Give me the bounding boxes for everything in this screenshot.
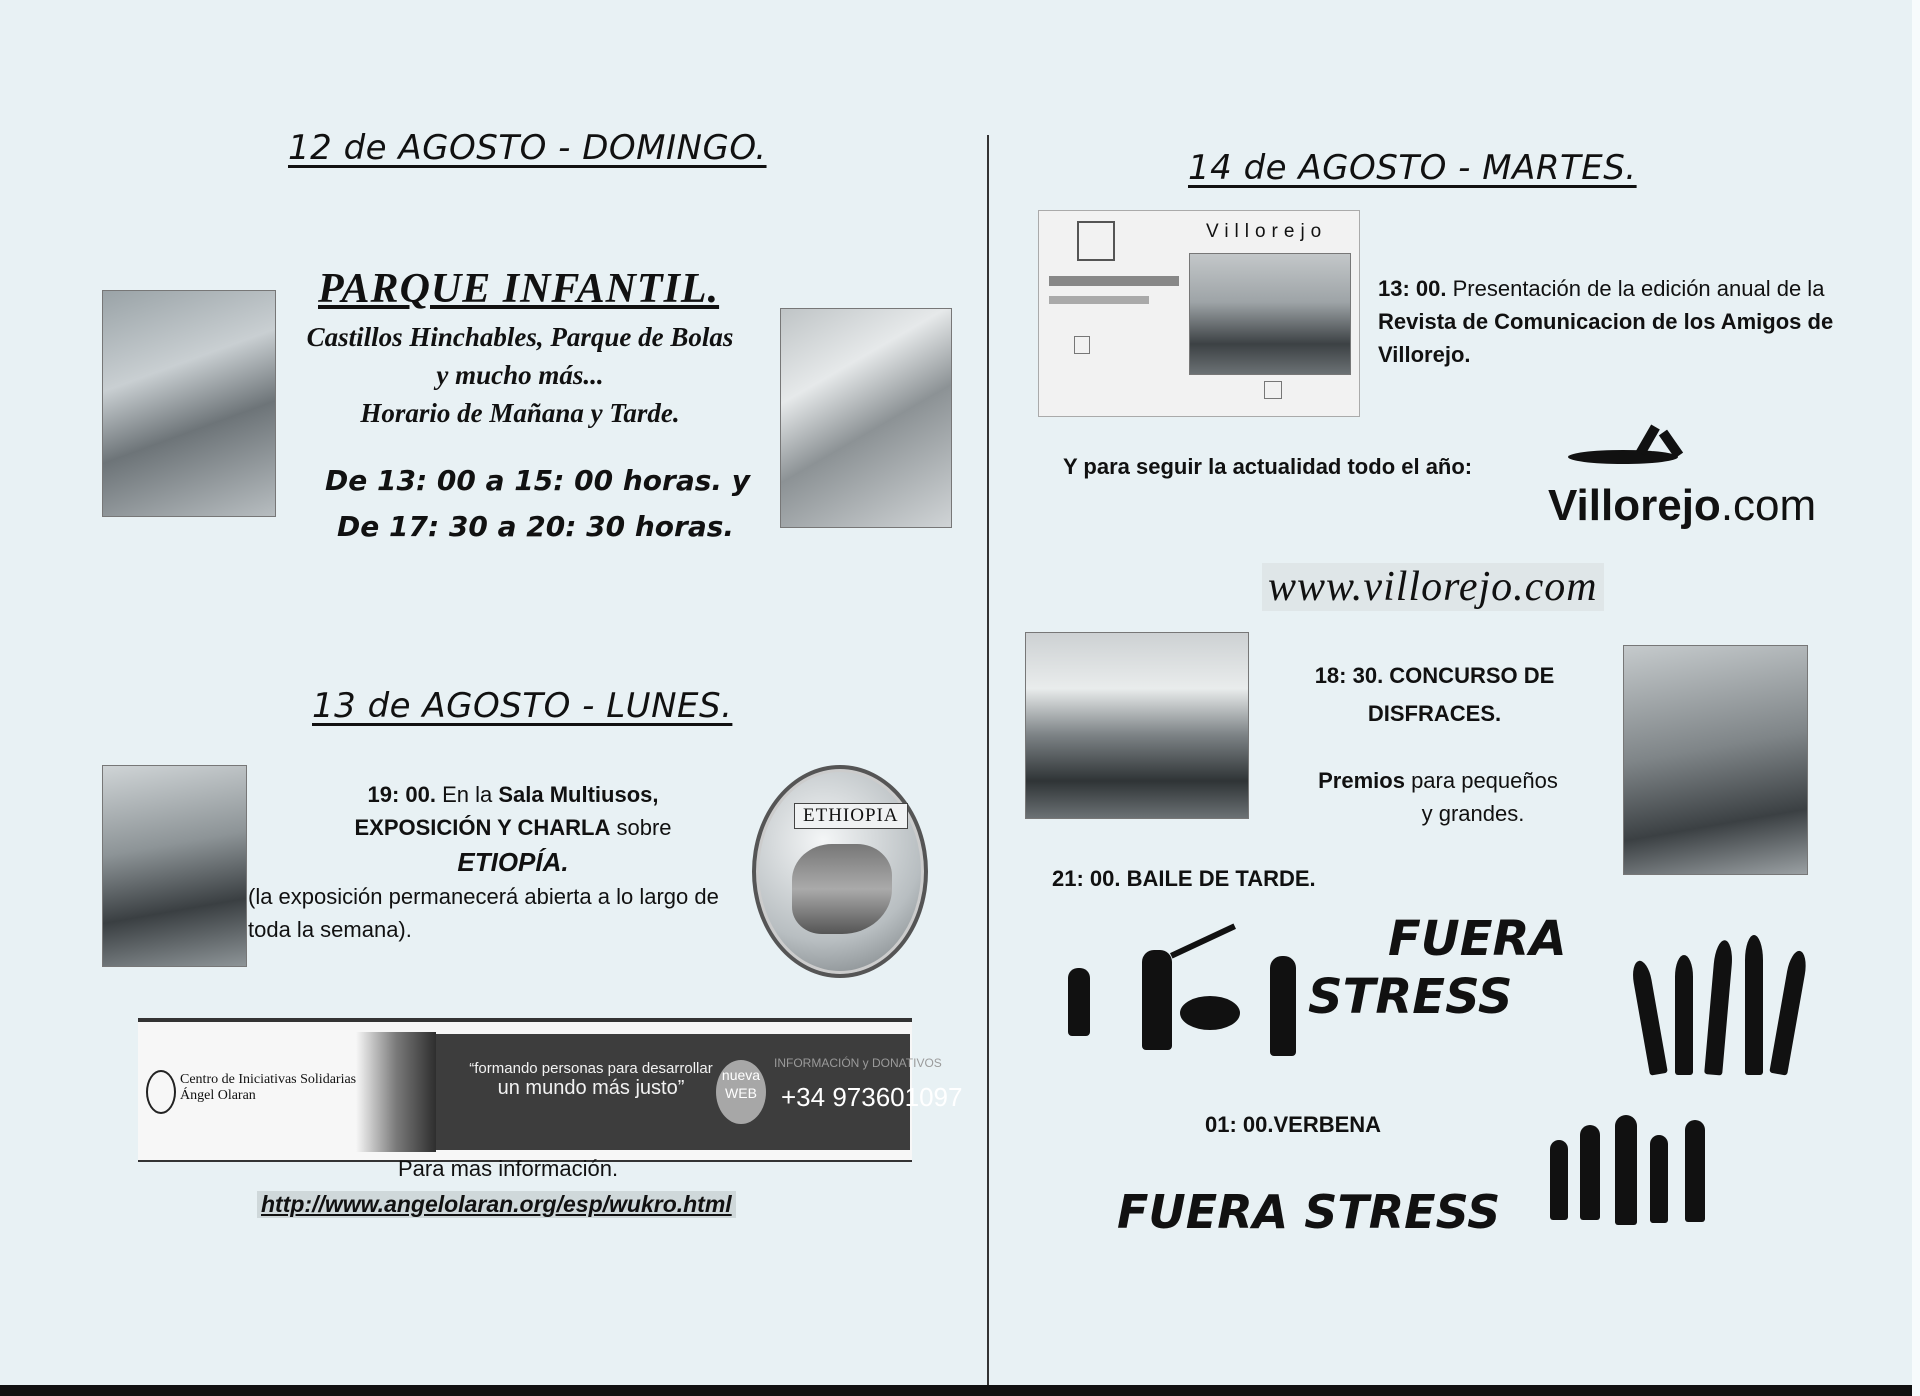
band-silhouette-icon	[1060, 928, 1310, 1058]
page-fold-divider	[987, 135, 989, 1395]
magazine-text-block	[1049, 296, 1149, 304]
microphone-shape	[1769, 949, 1808, 1075]
presentation-time: 13: 00.	[1378, 276, 1447, 301]
photo-children-playing	[102, 290, 276, 517]
exposicion-line-2	[248, 811, 738, 844]
event-description-parque	[275, 318, 765, 432]
band-name-block	[1308, 910, 1567, 1026]
dancer-figure	[1615, 1115, 1637, 1225]
exposicion-event: EXPOSICIÓN Y CHARLA	[354, 815, 611, 840]
banner-new-web-badge	[716, 1060, 766, 1124]
verbena-text: 01: 00.VERBENA	[1205, 1112, 1382, 1137]
event-title-parque-infantil: PARQUE INFANTIL.	[318, 266, 720, 312]
photo-costume-contest	[1025, 632, 1249, 819]
banner-info-label: INFORMACIÓN y DONATIVOS	[774, 1056, 942, 1070]
municipal-crest-icon	[1077, 221, 1115, 261]
photo-ethiopian-children	[102, 765, 247, 967]
badge-line-2: WEB	[725, 1085, 757, 1101]
contest-text	[1257, 657, 1612, 733]
saxophonist-figure	[1270, 956, 1296, 1056]
photo-bouncy-castle	[780, 308, 952, 528]
logo-suffix: .com	[1720, 481, 1817, 530]
banner-dark-panel	[436, 1034, 963, 1150]
exposicion-line-1	[248, 778, 738, 811]
dancer-figure	[1650, 1135, 1668, 1223]
villorejo-website[interactable]: www.villorejo.com	[1262, 563, 1604, 611]
contest-line-2: DISFRACES.	[1367, 701, 1502, 726]
event-hours-parque	[325, 458, 750, 550]
day-heading-12-agosto: 12 de AGOSTO - DOMINGO.	[288, 128, 767, 168]
logo-main: Villorejo	[1548, 481, 1721, 530]
presentation-text	[1370, 272, 1850, 371]
exposicion-place: Sala Multiusos,	[498, 782, 659, 807]
scan-bottom-edge	[0, 1385, 1920, 1396]
contest-line-1: 18: 30. CONCURSO DE	[1314, 663, 1555, 688]
prizes-line-2: y grandes.	[1421, 801, 1525, 826]
trumpet-shape	[1170, 923, 1236, 958]
description-line: Horario de Mañana y Tarde.	[360, 398, 680, 428]
banner-org-line-2: Ángel Olaran	[180, 1088, 256, 1103]
band-name-full: FUERA STRESS	[1117, 1185, 1501, 1239]
dancer-figure	[1550, 1140, 1568, 1220]
scan-right-edge	[1912, 0, 1920, 1396]
badge-line-1: nueva	[721, 1067, 761, 1083]
angelolaran-link[interactable]: http://www.angelolaran.org/esp/wukro.html	[257, 1191, 736, 1218]
description-line: y mucho más...	[436, 360, 604, 390]
ethiopia-map-icon	[792, 844, 892, 934]
dancer-figure	[1580, 1125, 1600, 1220]
banner-org-line-1: Centro de Iniciativas Solidarias	[180, 1072, 357, 1087]
band-name-line-1: FUERA	[1388, 911, 1567, 967]
dance-text: 21: 00. BAILE DE TARDE.	[1052, 866, 1316, 891]
banner-quote-line-1: “formando personas para desarrollar	[469, 1060, 713, 1077]
bird-body	[1568, 450, 1678, 464]
magazine-small-crest-icon	[1264, 381, 1282, 399]
day-heading-14-agosto: 14 de AGOSTO - MARTES.	[1188, 148, 1637, 188]
description-line: Castillos Hinchables, Parque de Bolas	[306, 322, 734, 352]
event-exposicion-text	[248, 778, 738, 946]
prizes-text	[1288, 764, 1588, 830]
day-heading-13-agosto: 13 de AGOSTO - LUNES.	[312, 686, 733, 726]
microphone-shape	[1630, 959, 1668, 1075]
magazine-cover	[1038, 210, 1360, 417]
microphone-shape	[1675, 955, 1693, 1075]
banner-org-name	[180, 1072, 356, 1104]
hours-line: De 13: 00 a 15: 00 horas. y	[325, 464, 751, 497]
singer-figure	[1142, 950, 1172, 1050]
magazine-text-block	[1049, 276, 1179, 286]
prizes-rest: para pequeños	[1404, 768, 1558, 793]
dancer-figure	[1685, 1120, 1705, 1222]
junta-crest-icon	[1074, 336, 1090, 354]
band-name-line-2: STRESS	[1308, 969, 1513, 1025]
banner-quote-line-2: un mundo más justo”	[497, 1077, 685, 1099]
emblem-label: ETHIOPIA	[794, 803, 908, 829]
solidarity-banner	[138, 1018, 963, 1162]
more-info-label: Para mas información.	[398, 1156, 619, 1181]
exposicion-text-1: En la	[435, 782, 499, 807]
hours-line: De 17: 30 a 20: 30 horas.	[337, 510, 735, 543]
exposicion-time: 19: 00.	[367, 782, 436, 807]
prizes-line-1	[1288, 764, 1588, 797]
photo-dancers	[1623, 645, 1808, 875]
banner-phone-number: +34 973601097	[781, 1082, 963, 1112]
presentation-magazine-name: Revista de Comunicacion de los Amigos de Villorejo.	[1378, 309, 1834, 367]
ethiopia-emblem	[752, 765, 928, 978]
microphone-shape	[1745, 935, 1763, 1075]
heart-logo-icon	[146, 1070, 176, 1114]
magazine-group-photo	[1189, 253, 1351, 375]
exposicion-note: (la exposición permanecerá abierta a lo largo de toda la semana).	[248, 884, 719, 942]
dancers-silhouette-icon	[1540, 1110, 1730, 1240]
presentation-paragraph	[1370, 272, 1850, 371]
presentation-text-1: Presentación de la edición anual de la	[1446, 276, 1825, 301]
guitarist-figure	[1068, 968, 1090, 1036]
banner-child-photo	[356, 1032, 436, 1152]
prizes-bold: Premios	[1318, 768, 1405, 793]
follow-news-text: Y para seguir la actualidad todo el año:	[1063, 454, 1473, 479]
microphones-icon	[1630, 930, 1810, 1080]
villorejo-bird-icon	[1548, 420, 1700, 480]
microphone-shape	[1704, 939, 1734, 1075]
villorejo-logo[interactable]	[1548, 481, 1816, 531]
banner-quote	[456, 1060, 726, 1100]
magazine-title: Villorejo	[1206, 221, 1328, 242]
exposicion-country: ETIOPÍA.	[457, 847, 569, 877]
drum-kit-shape	[1180, 996, 1240, 1030]
exposicion-text-2: sobre	[610, 815, 672, 840]
